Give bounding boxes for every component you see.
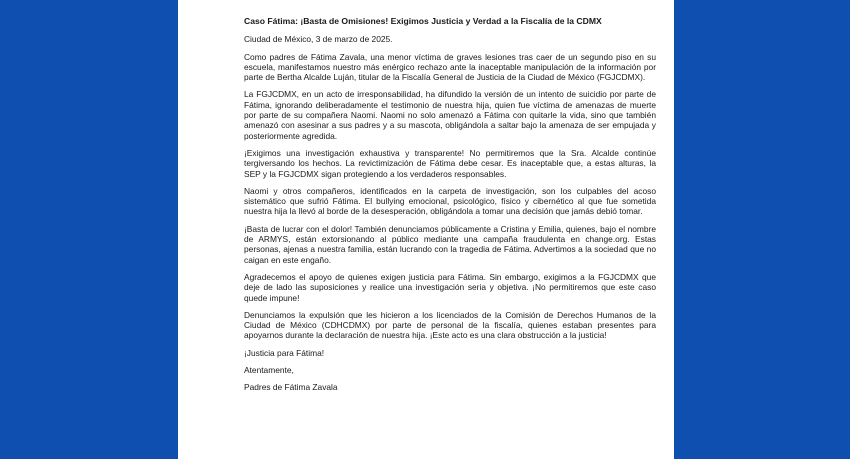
paragraph-7: Denunciamos la expulsión que les hicieron a los licenciados de la Comisión de Derechos Humanos de la Ciudad de México (CDHCDMX) por parte de personal de la fiscalía, quienes estaban presentes para apoyarnos durante la declaración de nuestra hija. ¡Este acto es una clara obstrucción a la justicia! [244, 309, 656, 341]
document-title: Caso Fátima: ¡Basta de Omisiones! Exigimos Justicia y Verdad a la Fiscalía de la CDMX [244, 16, 602, 26]
document-page [178, 0, 674, 459]
closing-cry: ¡Justicia para Fátima! [244, 347, 325, 358]
sign-off: Atentamente, [244, 365, 294, 376]
paragraph-4: Naomi y otros compañeros, identificados en la carpeta de investigación, son los culpables del acoso sistemático que sufrió Fátima. El bullying emocional, psicológico, físico y cibernético al que fue sometida nuestra hija la llevó al borde de la desesperación, obligándola a tomar una decisión que jamás debió tomar. [244, 185, 656, 217]
paragraph-6: Agradecemos el apoyo de quienes exigen justicia para Fátima. Sin embargo, exigimos a la FGJCDMX que deje de lado las suposiciones y realice una investigación seria y objetiva. ¡No permitiremos que este caso quede impune! [244, 271, 656, 303]
paragraph-2: La FGJCDMX, en un acto de irresponsabilidad, ha difundido la versión de un intento de suicidio por parte de Fátima, ignorando deliberadamente el testimonio de nuestra hija, quien fue víctima de amenazas de muerte por parte de su compañera Naomi. Naomi no solo amenazó a Fátima con quitarle la vida, sino que también amenazó con asesinar a sus padres y a su mascota, obligándola a saltar bajo la amenaza de ser empujada y posteriormente agredida. [244, 89, 656, 141]
paragraph-1: Como padres de Fátima Zavala, una menor víctima de graves lesiones tras caer de un segundo piso en su escuela, manifestamos nuestro más enérgico rechazo ante la inaceptable manipulación de la información por parte de Bertha Alcalde Luján, titular de la Fiscalía General de Justicia de la Ciudad de México (FGJCDMX). [244, 51, 656, 83]
paragraph-5: ¡Basta de lucrar con el dolor! También denunciamos públicamente a Cristina y Emilia, quienes, bajo el nombre de ARMYS, están extorsionando al público mediante una campaña fraudulenta en change.org. Estas personas, ajenas a nuestra familia, están lucrando con la tragedia de Fátima. Advertimos a la sociedad que no caigan en este engaño. [244, 223, 656, 265]
paragraph-3: ¡Exigimos una investigación exhaustiva y transparente! No permitiremos que la Sra. Alcalde continúe tergiversando los hechos. La revictimización de Fátima debe cesar. Es inaceptable que, a estas alturas, la SEP y la FGJCDMX sigan protegiendo a los verdaderos responsables. [244, 147, 656, 179]
signature: Padres de Fátima Zavala [244, 382, 338, 393]
date-line: Ciudad de México, 3 de marzo de 2025. [244, 34, 393, 45]
